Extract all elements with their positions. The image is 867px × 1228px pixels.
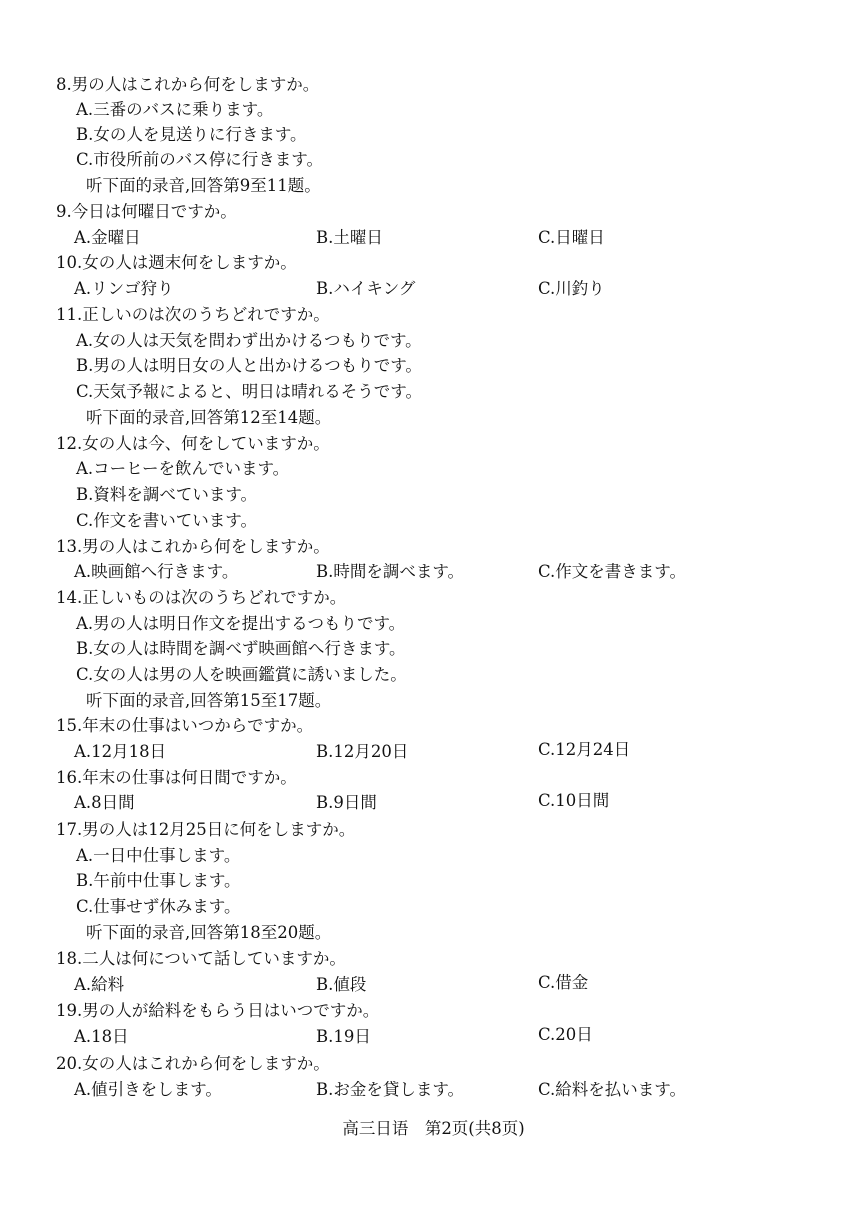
- option-16b: B.9日間: [316, 793, 377, 812]
- option-15a: A.12月18日: [74, 742, 167, 761]
- option-9b: B.土曜日: [316, 228, 383, 247]
- option-18c: C.借金: [538, 973, 589, 992]
- option-9a: A.金曜日: [74, 228, 141, 247]
- option-13c: C.作文を書きます。: [538, 562, 686, 581]
- option-11a: A.女の人は天気を問わず出かけるつもりです。: [76, 331, 422, 350]
- option-19c: C.20日: [538, 1025, 593, 1044]
- question-10: 10.女の人は週末何をしますか。: [56, 253, 297, 272]
- instruction-12-14: 听下面的录音,回答第12至14题。: [86, 408, 332, 427]
- option-11b: B.男の人は明日女の人と出かけるつもりです。: [76, 356, 422, 375]
- option-14a: A.男の人は明日作文を提出するつもりです。: [76, 614, 406, 633]
- option-12b: B.資料を調べています。: [76, 485, 258, 504]
- option-10c: C.川釣り: [538, 279, 605, 298]
- question-16: 16.年末の仕事は何日間ですか。: [56, 768, 297, 787]
- option-10a: A.リンゴ狩り: [74, 279, 174, 298]
- option-18b: B.値段: [316, 975, 367, 994]
- question-14: 14.正しいものは次のうちどれですか。: [56, 588, 347, 607]
- question-19: 19.男の人が給料をもらう日はいつですか。: [56, 1001, 380, 1020]
- option-12a: A.コーヒーを飲んでいます。: [76, 459, 290, 478]
- option-8c: C.市役所前のバス停に行きます。: [76, 150, 323, 169]
- option-13a: A.映画館へ行きます。: [74, 562, 239, 581]
- option-12c: C.作文を書いています。: [76, 511, 257, 530]
- question-20: 20.女の人はこれから何をしますか。: [56, 1054, 330, 1073]
- question-18: 18.二人は何について話していますか。: [56, 949, 346, 968]
- option-16c: C.10日間: [538, 791, 610, 810]
- option-16a: A.8日間: [74, 793, 135, 812]
- option-15c: C.12月24日: [538, 740, 631, 759]
- option-15b: B.12月20日: [316, 742, 409, 761]
- question-12: 12.女の人は今、何をしていますか。: [56, 434, 330, 453]
- option-18a: A.給料: [74, 975, 125, 994]
- option-19b: B.19日: [316, 1027, 371, 1046]
- option-17a: A.一日中仕事します。: [76, 846, 241, 865]
- option-10b: B.ハイキング: [316, 279, 416, 298]
- instruction-15-17: 听下面的录音,回答第15至17题。: [86, 691, 332, 710]
- question-11: 11.正しいのは次のうちどれですか。: [56, 305, 330, 324]
- question-13: 13.男の人はこれから何をしますか。: [56, 537, 330, 556]
- option-8b: B.女の人を見送りに行きます。: [76, 125, 307, 144]
- option-9c: C.日曜日: [538, 228, 605, 247]
- instruction-9-11: 听下面的录音,回答第9至11题。: [86, 176, 321, 195]
- option-11c: C.天気予報によると、明日は晴れるそうです。: [76, 382, 422, 401]
- question-17: 17.男の人は12月25日に何をしますか。: [56, 820, 356, 839]
- option-19a: A.18日: [74, 1027, 129, 1046]
- option-14b: B.女の人は時間を調べず映画館へ行きます。: [76, 639, 406, 658]
- option-17c: C.仕事せず休みます。: [76, 897, 241, 916]
- page-footer: 高三日语 第2页(共8页): [342, 1119, 525, 1138]
- option-20a: A.値引きをします。: [74, 1080, 222, 1099]
- option-8a: A.三番のバスに乗ります。: [76, 100, 274, 119]
- question-9: 9.今日は何曜日ですか。: [56, 202, 237, 221]
- question-8: 8.男の人はこれから何をしますか。: [56, 75, 320, 94]
- question-15: 15.年末の仕事はいつからですか。: [56, 716, 314, 735]
- option-20c: C.給料を払います。: [538, 1080, 686, 1099]
- option-17b: B.午前中仕事します。: [76, 871, 241, 890]
- instruction-18-20: 听下面的录音,回答第18至20题。: [86, 923, 332, 942]
- option-13b: B.時間を調べます。: [316, 562, 465, 581]
- option-14c: C.女の人は男の人を映画鑑賞に誘いました。: [76, 665, 407, 684]
- option-20b: B.お金を貸します。: [316, 1080, 465, 1099]
